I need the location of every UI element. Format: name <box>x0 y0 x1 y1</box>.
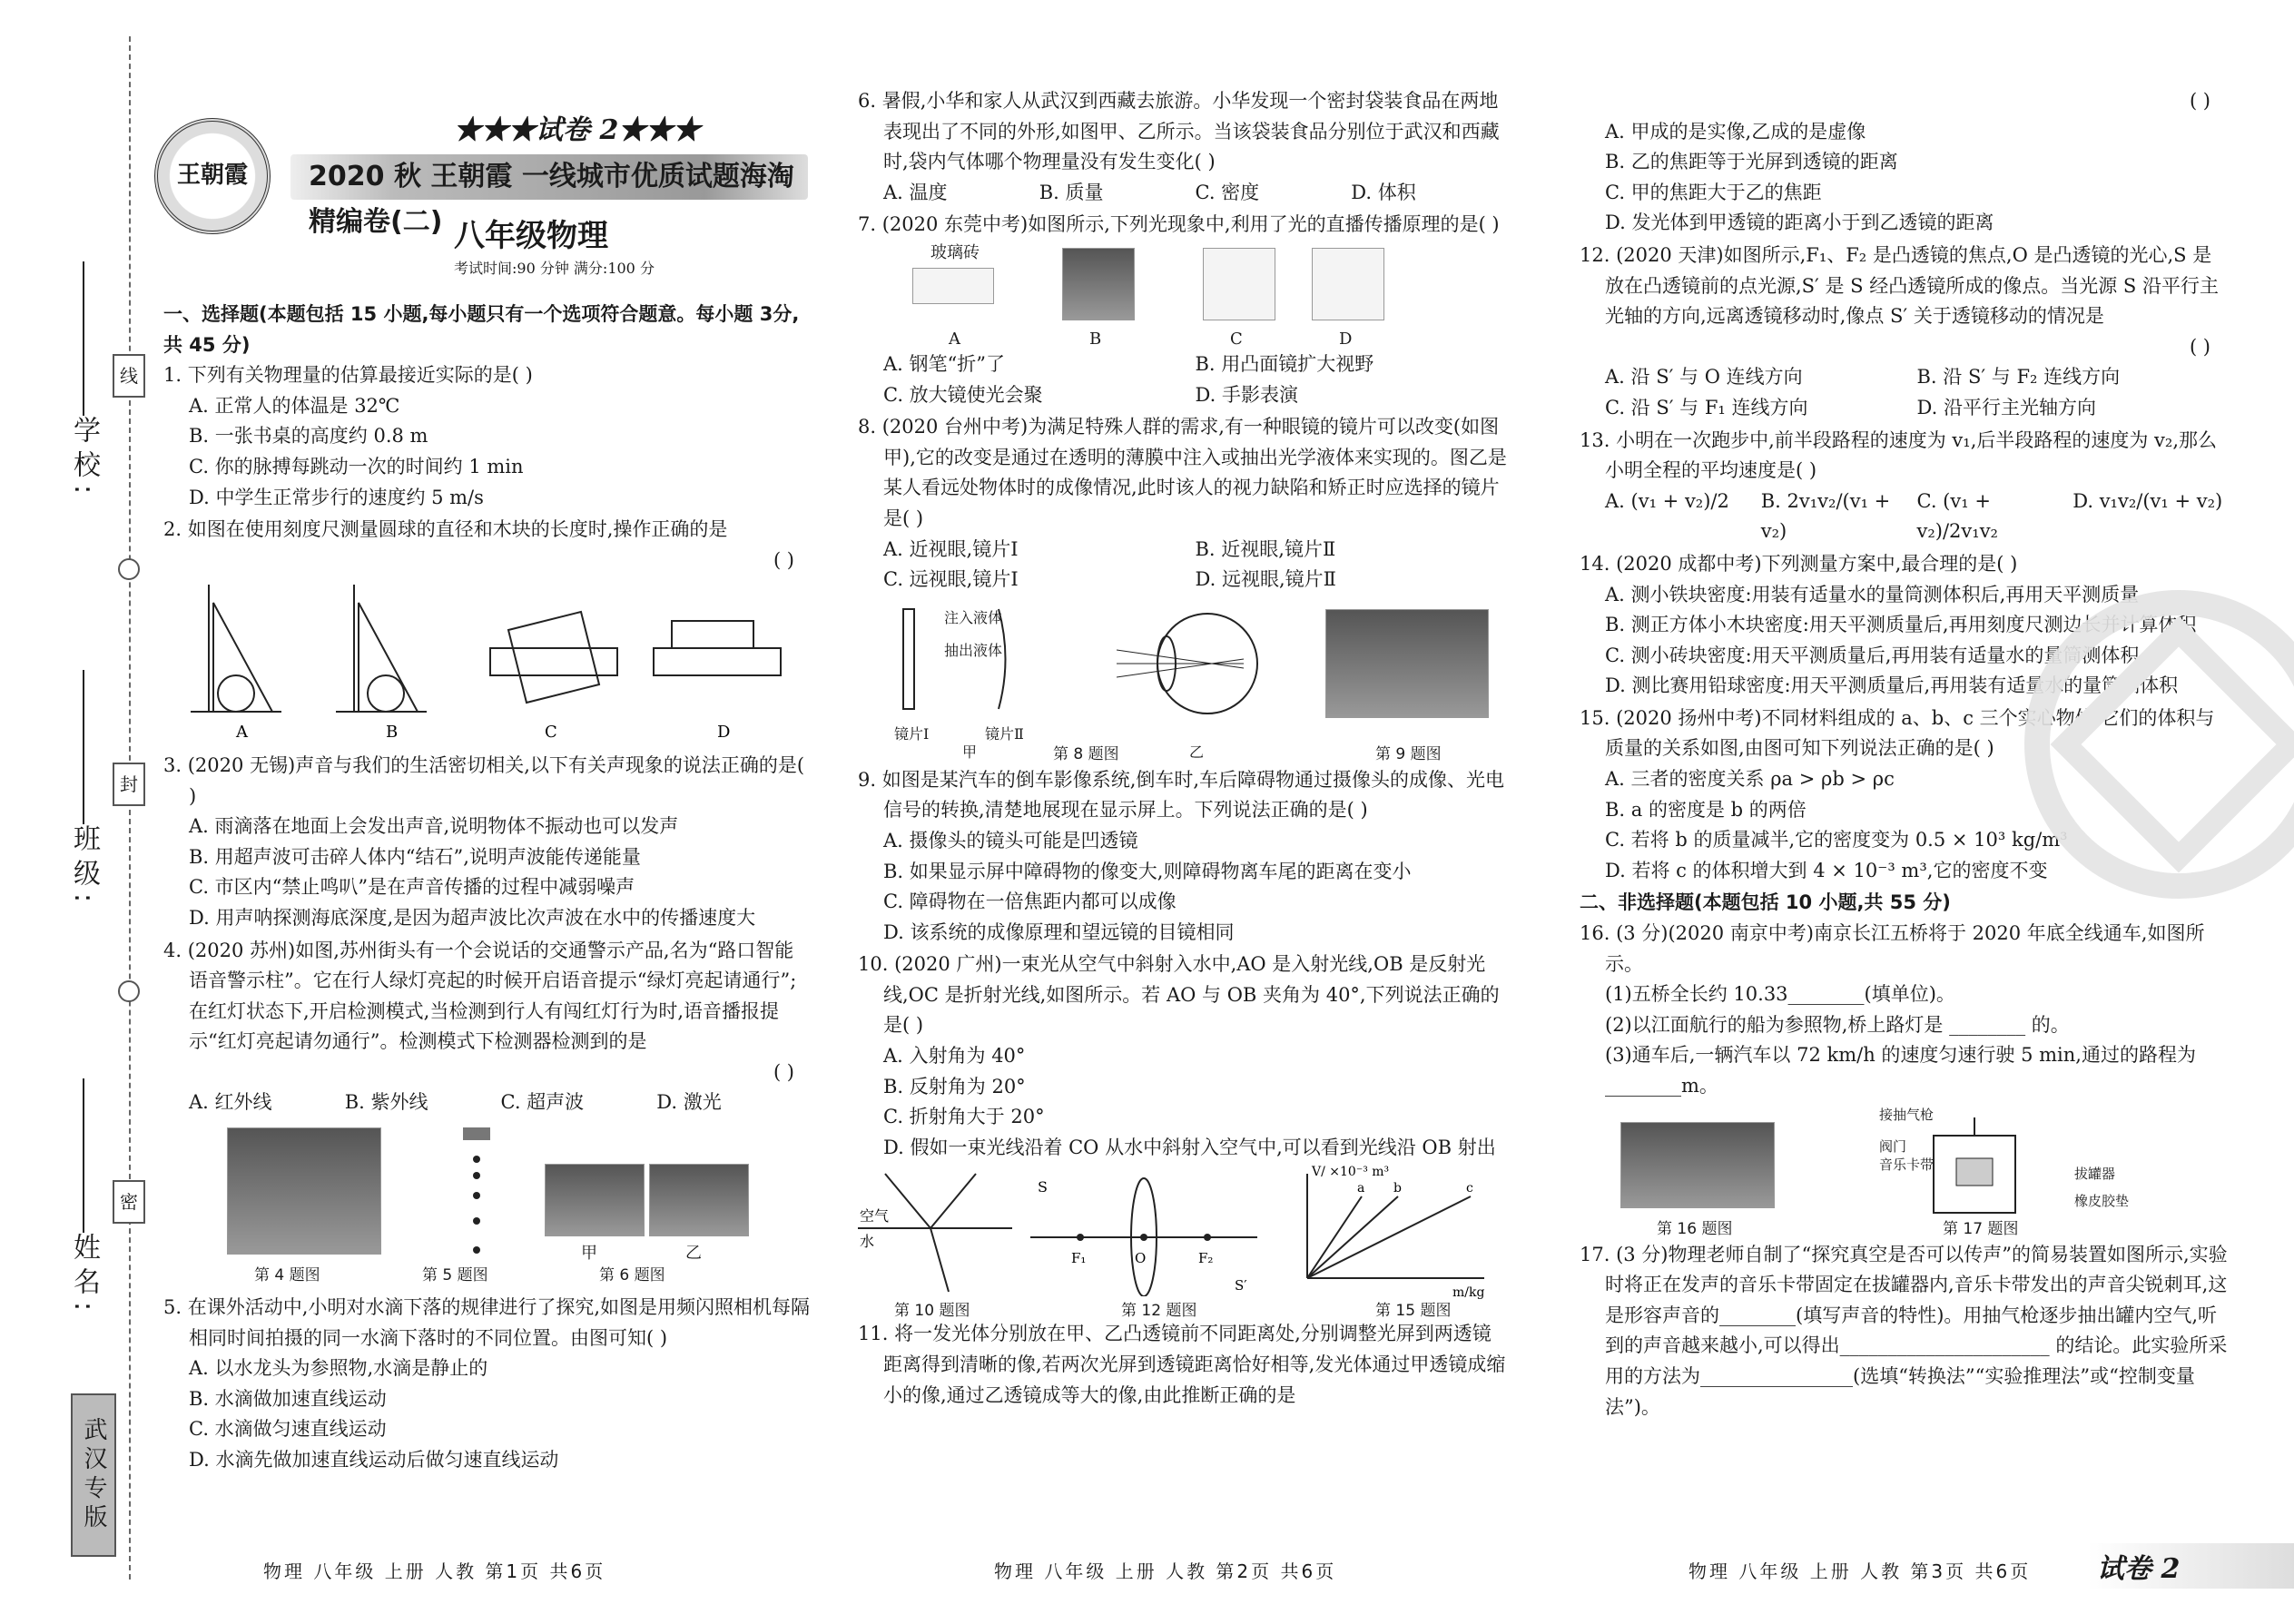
fig-label-b: B <box>1089 329 1102 349</box>
fig-label-b: B <box>386 723 399 740</box>
caption-fig8: 第 8 题图 <box>1053 744 1119 763</box>
question-4 <box>163 936 812 1292</box>
option-a[interactable]: A. 红外线 <box>189 1091 272 1114</box>
question-8 <box>858 412 1507 763</box>
magnifier-photo <box>1203 248 1275 320</box>
question-stem: 5. 在课外活动中,小明对水滴下落的规律进行了探究,如图是用频闪照相机每隔相同时间拍摄的同一水滴下落时的不同位置。由图可知( ) <box>163 1296 811 1349</box>
refraction-figure <box>858 1165 1012 1296</box>
series-title: 2020 秋 王朝霞 一线城市优质试题海淘精编卷(二) <box>290 154 808 200</box>
option-b[interactable]: B. 一张书桌的高度约 0.8 m <box>189 425 428 448</box>
answer-paren[interactable]: ( ) <box>2189 90 2210 112</box>
glass-block <box>912 268 994 304</box>
option-b[interactable]: B. 如果显示屏中障碍物的像变大,则障碍物离车尾的距离在变小 <box>883 860 1412 882</box>
ruler-figure <box>163 576 799 739</box>
caption-fig9: 第 9 题图 <box>1375 744 1442 763</box>
label-pump: 接抽气枪 <box>1879 1106 1935 1123</box>
air-label: 空气 <box>860 1207 890 1225</box>
label-yi: 乙 <box>685 1244 702 1264</box>
label-s-prime: S′ <box>1235 1277 1247 1294</box>
school-field[interactable] <box>62 254 105 501</box>
column-2 <box>858 86 1507 1412</box>
option-a[interactable]: A. 沿 S′ 与 O 连线方向 <box>1605 366 1803 389</box>
option-a[interactable]: A. 三者的密度关系 ρa > ρb > ρc <box>1605 768 1895 791</box>
answer-paren[interactable]: ( ) <box>2189 335 2210 358</box>
mirror-photo <box>1062 248 1135 320</box>
series-c-label: c <box>1466 1181 1473 1196</box>
publisher-logo: 王朝霞 <box>154 118 271 234</box>
subquestion-3[interactable]: (3)通车后,一辆汽车以 72 km/h 的速度匀速行驶 5 min,通过的路程为________m。 <box>1605 1044 2196 1097</box>
name-label: 姓名: <box>68 1233 100 1319</box>
name-field[interactable] <box>62 1071 105 1318</box>
label-yi: 乙 <box>1189 743 1205 761</box>
option-d[interactable]: D. v₁v₂/(v₁ + v₂) <box>2072 489 2223 512</box>
option-d[interactable]: D. 测比赛用铅球密度:用天平测质量后,再用装有适量水的量筒测体积 <box>1605 674 2179 697</box>
question-17 <box>1580 1240 2229 1423</box>
fig-label-c: C <box>1230 329 1243 349</box>
bag-photo-yi <box>649 1164 749 1236</box>
question-stem: 11. 将一发光体分别放在甲、乙凸透镜前不同距离处,分别调整光屏到两透镜距离得到清晰的像,若两次光屏到透镜距离恰好相等,发光体通过甲透镜成缩小的像,通过乙透镜成等大的像,由此推断正确的是 <box>858 1323 1506 1406</box>
option-c[interactable]: C. (v₁ + v₂)/2v₁v₂ <box>1916 489 1998 543</box>
binding-hole <box>118 980 140 1002</box>
extract-label: 抽出液体 <box>944 641 1003 659</box>
label-s: S <box>1038 1178 1048 1196</box>
question-2 <box>163 515 812 749</box>
question-11-cont <box>1580 86 2229 239</box>
option-a[interactable]: A. 入射角为 40° <box>883 1045 1026 1068</box>
question-stem: 9. 如图是某汽车的倒车影像系统,倒车时,车后障碍物通过摄像头的成像、光电信号的转换,清楚地展现在显示屏上。下列说法正确的是( ) <box>858 768 1505 822</box>
series-b-label: b <box>1393 1181 1402 1196</box>
binding-tag-line: 线 <box>113 354 145 398</box>
option-d[interactable]: D. 激光 <box>656 1091 722 1114</box>
question-3 <box>163 751 812 934</box>
subject-title: 八年级物理 <box>454 218 608 254</box>
label-f2: F₂ <box>1198 1250 1214 1267</box>
option-d[interactable]: D. 假如一束光线沿着 CO 从水中斜射入空气中,可以看到光线沿 OB 射出 <box>883 1136 1496 1158</box>
school-label: 学校: <box>68 416 100 502</box>
question-stem: 8. (2020 台州中考)为满足特殊人群的需求,有一种眼镜的镜片可以改变(如图甲),它的改变是通过在透明的薄膜中注入或抽出光学液体来实现的。图乙是某人看远处物体时的成像情况,此时该人的视力缺陷和矫正时应选择的镜片是( ) <box>858 416 1507 529</box>
label-music-card: 音乐卡带 <box>1879 1156 1935 1173</box>
question-11 <box>858 1319 1507 1411</box>
bag-photo-jia <box>545 1164 645 1236</box>
y-axis-label: V/ ×10⁻³ m³ <box>1312 1165 1390 1180</box>
edition-badge: 武汉专版 <box>71 1393 116 1557</box>
option-a[interactable]: A. 近视眼,镜片Ⅰ <box>883 537 1019 560</box>
question-7 <box>858 210 1507 410</box>
question-stem: 1. 下列有关物理量的估算最接近实际的是( ) <box>163 364 533 387</box>
question-stem: 12. (2020 天津)如图所示,F₁、F₂ 是凸透镜的焦点,O 是凸透镜的光心,S 是放在凸透镜前的点光源,S′ 是 S 经凸透镜所成的像点。当光源 S 沿平行主光轴的方向,远离透镜移动时,像点 S′ 关于透镜移动的情况是 <box>1580 243 2219 328</box>
question-stem: 17. (3 分)物理老师自制了“探究真空是否可以传声”的简易装置如图所示,实验时将正在发声的音乐卡带固定在拔罐器内,音乐卡带发出的声音尖锐刺耳,这是形容声音的________(填写声音的特性)。用抽气枪逐步抽出罐内空气,听到的声音越来越小,可以得出______________________ 的结论。此实验所采用的方法为________________(选填“转换法”“实验推理法”或“控制变量法”)。 <box>1580 1243 2228 1418</box>
option-c[interactable]: C. 甲的焦距大于乙的焦距 <box>1605 181 1822 203</box>
figures-10-12-15 <box>858 1165 1507 1319</box>
option-b[interactable]: B. 反射角为 20° <box>883 1075 1026 1097</box>
question-stem: 4. (2020 苏州)如图,苏州街头有一个会说话的交通警示产品,名为“路口智能语音警示柱”。它在行人绿灯亮起的时候开启语音提示“绿灯亮起请通行”;在红灯状态下,开启检测模式,当检测到行人有闯红灯行为时,语音播报提示“红灯亮起请勿通行”。检测模式下检测器检测到的是 <box>163 939 797 1053</box>
option-c[interactable]: C. 远视眼,镜片Ⅰ <box>883 568 1019 591</box>
fig-label-d: D <box>1339 329 1353 349</box>
option-c[interactable]: C. 水滴做匀速直线运动 <box>189 1418 387 1441</box>
option-c[interactable]: C. 超声波 <box>500 1091 585 1114</box>
option-d[interactable]: D. 发光体到甲透镜的距离小于到乙透镜的距离 <box>1605 212 1994 234</box>
question-1 <box>163 360 812 513</box>
lens2-label: 镜片Ⅱ <box>985 724 1024 743</box>
option-b[interactable]: B. 乙的焦距等于光屏到透镜的距离 <box>1605 151 1898 173</box>
option-b[interactable]: B. 用凸面镜扩大视野 <box>1195 352 1374 375</box>
question-stem: 6. 暑假,小华和家人从武汉到西藏去旅游。小华发现一个密封袋装食品在两地表现出了不同的外形,如图甲、乙所示。当该袋装食品分别位于武汉和西藏时,袋内气体哪个物理量没有发生变化( ) <box>858 90 1500 173</box>
question-16 <box>1580 919 2229 1102</box>
lens1-label: 镜片Ⅰ <box>894 724 930 743</box>
x-axis-label: m/kg <box>1452 1285 1485 1301</box>
option-d[interactable]: D. 沿平行主光轴方向 <box>1916 396 2096 418</box>
label-o: O <box>1135 1250 1147 1267</box>
question-stem: 13. 小明在一次跑步中,前半段路程的速度为 v₁,后半段路程的速度为 v₂,那么小明全程的平均速度是( ) <box>1580 428 2218 482</box>
figure-7 <box>858 241 1507 349</box>
class-field[interactable] <box>62 663 105 910</box>
option-b[interactable]: B. 沿 S′ 与 F₂ 连线方向 <box>1916 366 2121 389</box>
label-jia: 甲 <box>581 1244 597 1264</box>
option-c[interactable]: C. 放大镜使光会聚 <box>883 383 1043 406</box>
section-non-choice: 二、非选择题(本题包括 10 小题,共 55 分) <box>1580 891 1951 914</box>
fig-label-a: A <box>236 723 248 740</box>
option-c[interactable]: C. 折射角大于 20° <box>883 1106 1045 1128</box>
option-a[interactable]: A. 测小铁块密度:用装有适量水的量筒测体积后,再用天平测质量 <box>1605 583 2140 605</box>
paper-tag: 试卷 2 <box>2097 1553 2181 1585</box>
label-f1: F₁ <box>1071 1250 1087 1267</box>
option-c[interactable]: C. 市区内“禁止鸣叭”是在声音传播的过程中减弱噪声 <box>189 876 635 899</box>
option-d[interactable]: D. 水滴先做加速直线运动后做匀速直线运动 <box>189 1449 559 1471</box>
caption-fig4: 第 4 题图 <box>254 1266 320 1285</box>
binding-margin <box>0 0 150 1624</box>
question-stem: 2. 如图在使用刻度尺测量圆球的直径和木块的长度时,操作正确的是 <box>163 518 728 541</box>
reversing-camera-photo <box>1325 609 1489 718</box>
question-9 <box>858 765 1507 949</box>
section-choice: 一、选择题(本题包括 15 小题,每小题只有一个选项符合题意。每小题 3分,共 45 分) <box>163 303 800 356</box>
street-photo <box>227 1127 381 1255</box>
fig-label-d: D <box>717 723 731 740</box>
question-stem: 10. (2020 广州)一束光从空气中斜射入水中,AO 是入射光线,OB 是反射光线,OC 是折射光线,如图所示。若 AO 与 OB 夹角为 40°,下列说法正确的是( ) <box>858 953 1500 1037</box>
fig-label-c: C <box>545 723 557 740</box>
question-stem: 14. (2020 成都中考)下列测量方案中,最合理的是( ) <box>1580 552 2018 575</box>
convex-lens-figure <box>1030 1165 1257 1296</box>
option-b[interactable]: B. 用超声波可击碎人体内“结石”,说明声波能传递能量 <box>189 845 641 868</box>
option-a[interactable]: A. 温度 <box>883 181 948 203</box>
label-rubber-pad: 橡皮胶垫 <box>2074 1192 2130 1209</box>
option-c[interactable]: C. 沿 S′ 与 F₁ 连线方向 <box>1605 396 1808 418</box>
binding-tag-seal: 封 <box>113 763 145 806</box>
caption-fig12: 第 12 题图 <box>1121 1302 1197 1321</box>
question-12 <box>1580 241 2229 424</box>
bridge-photo <box>1620 1122 1775 1208</box>
figures-16-17 <box>1580 1104 2229 1240</box>
fig-label-a: A <box>949 329 960 349</box>
question-stem: 15. (2020 扬州中考)不同材料组成的 a、b、c 三个实心物体,它们的体积与质量的关系如图,由图可知下列说法正确的是( ) <box>1580 706 2215 760</box>
page-footer-2: 物理 八年级 上册 人教 第2页 共6页 <box>994 1560 1337 1582</box>
option-c[interactable]: C. 测小砖块密度:用天平测质量后,再用装有适量水的量筒测体积 <box>1605 644 2140 666</box>
option-d[interactable]: D. 若将 c 的体积增大到 4 × 10⁻³ m³,它的密度不变 <box>1605 859 2048 881</box>
water-label: 水 <box>860 1233 875 1251</box>
option-c[interactable]: C. 若将 b 的质量减半,它的密度变为 0.5 × 10³ kg/m³ <box>1605 829 2068 851</box>
option-c[interactable]: C. 你的脉搏每跳动一次的时间约 1 min <box>189 455 524 477</box>
option-d[interactable]: D. 手影表演 <box>1195 383 1298 406</box>
paper-header <box>154 104 826 331</box>
option-b[interactable]: B. 近视眼,镜片Ⅱ <box>1195 537 1336 560</box>
exam-info: 考试时间:90 分钟 满分:100 分 <box>454 260 655 277</box>
option-d[interactable]: D. 用声呐探测海底深度,是因为超声波比次声波在水中的传播速度大 <box>189 906 756 929</box>
caption-fig16: 第 16 题图 <box>1657 1219 1733 1238</box>
option-a[interactable]: A. 甲成的是实像,乙成的是虚像 <box>1605 120 1866 143</box>
option-a[interactable]: A. 钢笔“折”了 <box>883 352 1005 375</box>
shadow-photo <box>1312 248 1384 320</box>
option-a[interactable]: A. 雨滴落在地面上会发出声音,说明物体不振动也可以发声 <box>189 815 679 838</box>
option-b[interactable]: B. a 的密度是 b 的两倍 <box>1605 798 1807 821</box>
question-stem: 7. (2020 东莞中考)如图所示,下列光现象中,利用了光的直播传播原理的是( ) <box>858 213 1500 236</box>
binding-line <box>129 36 131 1580</box>
caption-fig10: 第 10 题图 <box>894 1302 970 1321</box>
glass-label: 玻璃砖 <box>930 242 980 262</box>
subquestion-1[interactable]: (1)五桥全长约 10.33________(填单位)。 <box>1605 983 1955 1006</box>
option-a[interactable]: A. 正常人的体温是 32℃ <box>189 394 400 417</box>
question-stem: 16. (3 分)(2020 南京中考)南京长江五桥将于 2020 年底全线通车,如图所示。 <box>1580 922 2205 975</box>
option-b[interactable]: B. 质量 <box>1039 181 1104 203</box>
option-a[interactable]: A. 摄像头的镜头可能是凹透镜 <box>883 829 1138 851</box>
water-drop-figure <box>436 1123 527 1259</box>
question-6 <box>858 86 1507 208</box>
figures-8-9 <box>858 595 1507 763</box>
page-footer-1: 物理 八年级 上册 人教 第1页 共6页 <box>263 1560 606 1582</box>
label-valve: 阀门 <box>1879 1137 1907 1155</box>
caption-fig17: 第 17 题图 <box>1943 1219 2019 1238</box>
option-b[interactable]: B. 紫外线 <box>344 1091 428 1114</box>
inject-label: 注入液体 <box>944 608 1003 626</box>
binding-hole <box>118 558 140 580</box>
question-stem: 3. (2020 无锡)声音与我们的生活密切相关,以下有关声现象的说法正确的是( ) <box>163 753 805 807</box>
option-d[interactable]: D. 体积 <box>1351 181 1416 203</box>
binding-tag-secret: 密 <box>113 1180 145 1224</box>
option-a[interactable]: A. 以水龙头为参照物,水滴是静止的 <box>189 1357 488 1380</box>
density-graph <box>1275 1165 1493 1301</box>
label-jia: 甲 <box>962 743 978 761</box>
option-c[interactable]: C. 密度 <box>1195 181 1260 203</box>
eye-figure <box>1117 600 1271 727</box>
answer-paren[interactable]: ( ) <box>773 548 794 571</box>
question-10 <box>858 950 1507 1163</box>
caption-fig6: 第 6 题图 <box>599 1266 665 1285</box>
series-a-label: a <box>1357 1181 1365 1196</box>
question-13 <box>1580 426 2229 547</box>
figures-4-5-6 <box>163 1118 812 1291</box>
caption-fig15: 第 15 题图 <box>1375 1302 1452 1321</box>
label-cupping-jar: 拔罐器 <box>2074 1165 2116 1182</box>
page-footer-3: 物理 八年级 上册 人教 第3页 共6页 <box>1689 1560 2032 1582</box>
question-5 <box>163 1293 812 1476</box>
subquestion-2[interactable]: (2)以江面航行的船为参照物,桥上路灯是 ________ 的。 <box>1605 1013 2070 1036</box>
column-1 <box>163 300 812 1478</box>
option-a[interactable]: A. (v₁ + v₂)/2 <box>1605 489 1729 512</box>
option-b[interactable]: B. 2v₁v₂/(v₁ + v₂) <box>1760 489 1891 543</box>
option-d[interactable]: D. 该系统的成像原理和望远镜的目镜相同 <box>883 920 1235 943</box>
option-d[interactable]: D. 远视眼,镜片Ⅱ <box>1195 568 1336 591</box>
option-b[interactable]: B. 水滴做加速直线运动 <box>189 1387 387 1410</box>
option-c[interactable]: C. 障碍物在一倍焦距内都可以成像 <box>883 891 1177 913</box>
paper-number: ★★★试卷 2★★★ <box>454 114 701 146</box>
class-label: 班级: <box>68 824 100 910</box>
caption-fig5: 第 5 题图 <box>422 1266 488 1285</box>
option-d[interactable]: D. 中学生正常步行的速度约 5 m/s <box>189 486 484 508</box>
option-b[interactable]: B. 测正方体小木块密度:用天平测质量后,再用刻度尺测边长并计算体积 <box>1605 614 2197 636</box>
answer-paren[interactable]: ( ) <box>773 1060 794 1083</box>
